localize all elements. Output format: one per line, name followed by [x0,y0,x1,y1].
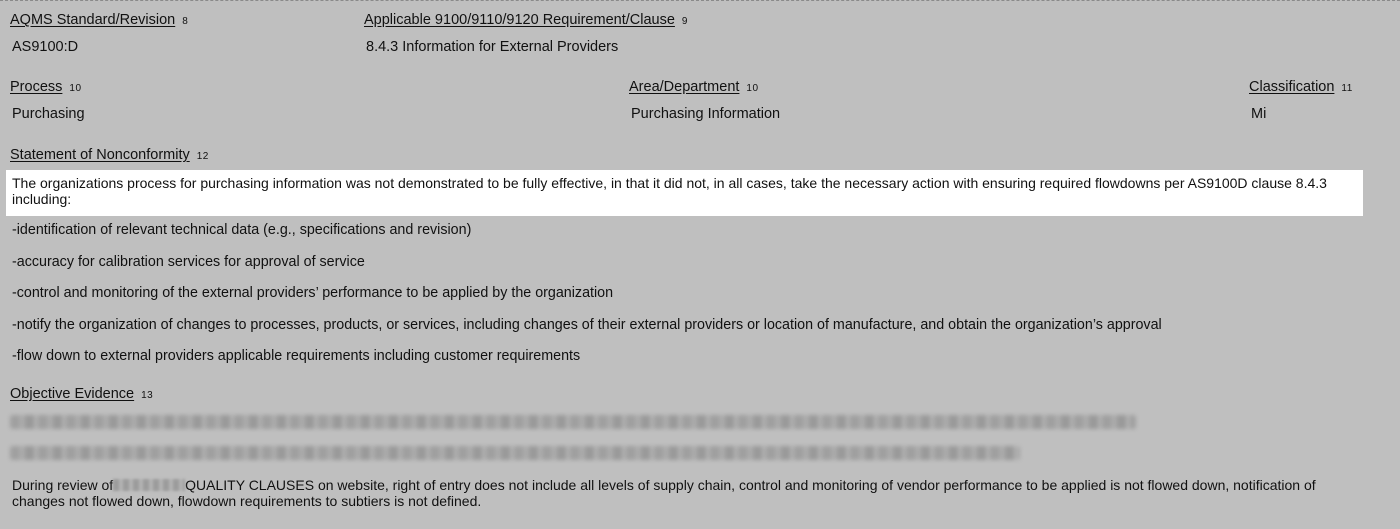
evidence-header [10,386,153,402]
area-value: Purchasing Information [631,106,781,122]
evidence-text-body: QUALITY CLAUSES on website, right of entry does not include all levels of supply chain, control and monitoring of vendor performance to be applied is not flowed down, notification of changes not flowed down, flowdown requirements to subtiers is not defined. [12,477,1316,509]
redacted-name [113,479,185,491]
top-border [0,0,1400,3]
standard-value: AS9100:D [12,39,79,55]
list-item: -identification of relevant technical data (e.g., specifications and revision) [12,222,472,238]
evidence-field-number: 13 [141,390,154,401]
classification-label: Classification [1249,79,1335,95]
process-value: Purchasing [12,106,85,122]
list-item: -control and monitoring of the external providers’ performance to be applied by the organization [12,285,614,301]
requirement-label: Applicable 9100/9110/9120 Requirement/Clause [364,12,675,28]
nonconformity-field-number: 12 [196,151,209,162]
classification-value: Mi [1251,106,1267,122]
requirement-value: 8.4.3 Information for External Providers [366,39,619,55]
nonconformity-label: Statement of Nonconformity [10,147,190,163]
process-header [10,79,82,95]
list-item: -flow down to external providers applicable requirements including customer requirements [12,348,581,364]
requirement-header [364,12,688,28]
evidence-text [12,477,1352,509]
area-header [629,79,759,95]
nonconformity-statement: The organizations process for purchasing information was not demonstrated to be fully effective, in that it did not, in all cases, take the necessary action with ensuring required flowdowns per AS9100D clause 8.4.3 including: [12,175,1327,207]
process-label: Process [10,79,63,95]
standard-label: AQMS Standard/Revision [10,12,176,28]
classification-header [1249,79,1353,95]
process-field-number: 10 [69,83,82,94]
list-item: -accuracy for calibration services for approval of service [12,254,365,270]
requirement-field-number: 9 [681,16,688,27]
evidence-text-prefix: During review of [12,477,114,493]
standard-header [10,12,188,28]
redacted-evidence-line [10,415,1136,429]
redacted-evidence-line [10,446,1020,460]
list-item: -notify the organization of changes to processes, products, or services, including changes of their external providers or location of manufacture, and obtain the organization’s approval [12,317,1162,333]
standard-field-number: 8 [182,16,189,27]
area-field-number: 10 [746,83,759,94]
classification-field-number: 11 [1341,83,1353,94]
area-label: Area/Department [629,79,740,95]
evidence-label: Objective Evidence [10,386,135,402]
nonconformity-header [10,147,209,163]
